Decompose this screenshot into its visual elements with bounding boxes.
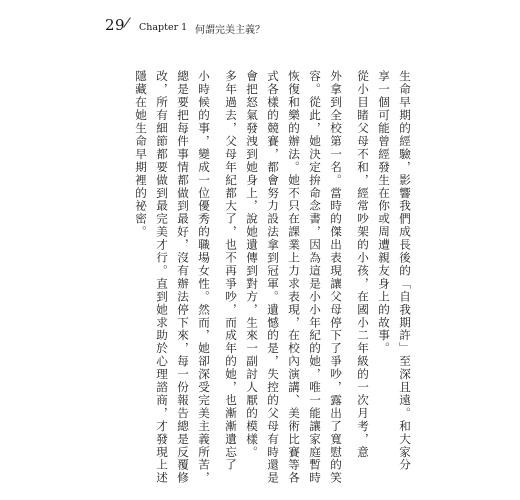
- text-line-4: 外拿到全校第一名。當時的傑出表現讓父母停下了爭吵，露出了寬慰的笑: [329, 70, 343, 485]
- text-line-7: 式各樣的競賽，都會努力設法拿到冠軍。遺憾的是，失控的父母有時還是: [266, 70, 280, 485]
- text-line-12: 改，所有細節都要做到最完美才行。直到她求助於心理諮商，才發現上述: [155, 70, 169, 485]
- text-line-5: 容。從此，她決定拚命念書，因為這是小小年紀的她，唯一能讓家庭暫時: [308, 70, 322, 485]
- text-line-10: 小時候的事，變成一位優秀的職場女性。然而，她卻深受完美主義所苦，: [197, 70, 211, 485]
- text-line-1: 生命早期的經驗，影響我們成長後的「自我期許」至深且遠。和大家分: [398, 70, 412, 472]
- chapter-label: Chapter 1: [139, 22, 188, 33]
- text-line-11: 總是要把每件事情都做到最好，沒有辦法停下來，每一份報告總是反覆修: [176, 70, 190, 485]
- page-header: [105, 16, 405, 38]
- text-line-6: 恢復和樂的辦法。她不只在課業上力求表現，在校內演講、美術比賽等各: [287, 70, 301, 485]
- text-line-8: 會把怒氣發洩到她身上，說她遺傳到對方，生來一副討人厭的模樣。: [245, 70, 259, 459]
- text-line-2: 享一個可能曾經發生在你或周遭親友身上的故事。: [377, 70, 391, 355]
- text-line-3: 從小目睹父母不和，經常吵架的小孩，在國小二年級的一次月考，意: [356, 70, 370, 459]
- text-line-13: 隱藏在她生命早期裡的祕密。: [134, 70, 148, 239]
- text-line-9: 多年過去，父母年紀都大了，也不再爭吵，而成年的她，也漸漸遺忘了: [224, 70, 238, 472]
- chapter-title: 何謂完美主義？: [195, 25, 265, 36]
- page-number: 29: [105, 16, 126, 34]
- body-text: [134, 70, 413, 485]
